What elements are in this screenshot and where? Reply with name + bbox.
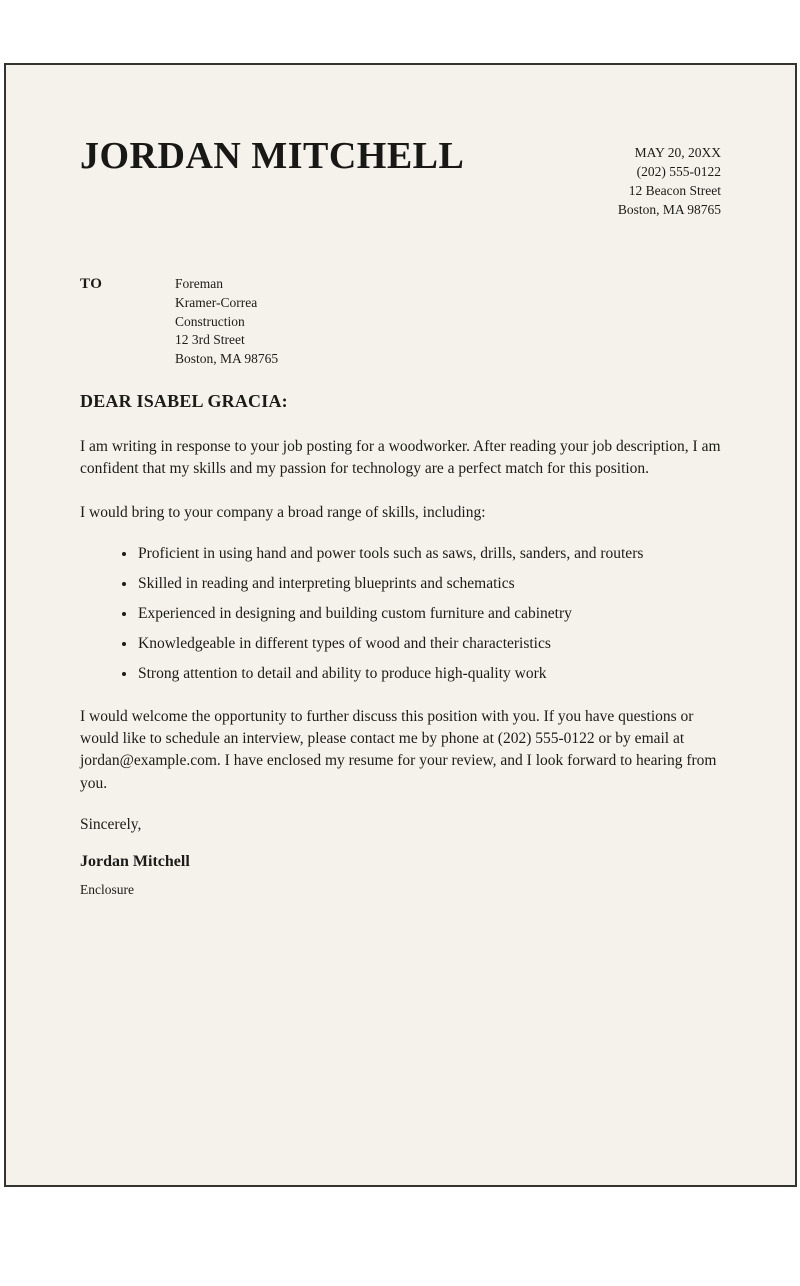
sender-city: Boston, MA 98765 <box>617 202 721 217</box>
recipient-line: Kramer-Correa <box>175 294 258 310</box>
salutation: DEAR ISABEL GRACIA: <box>80 390 288 411</box>
recipient-label: TO <box>80 276 103 292</box>
recipient-address <box>175 275 278 369</box>
skills-list <box>80 543 721 685</box>
letter-header <box>80 135 721 219</box>
sender-contact-block <box>618 143 721 219</box>
letter-page <box>4 63 797 1187</box>
skill-item: • Experienced in designing and building custom furniture and cabinetry <box>137 603 721 625</box>
skill-item: • Proficient in using hand and power tools such as saws, drills, sanders, and routers <box>137 543 721 565</box>
skill-item: • Skilled in reading and interpreting blueprints and schematics <box>137 573 721 595</box>
recipient-line: Construction <box>175 313 245 329</box>
body-paragraph-1: I am writing in response to your job posting for a woodworker. After reading your job description, I am confident that my skills and my passion for technology are a perfect match for this position. <box>80 437 721 478</box>
skill-item: • Strong attention to detail and ability to produce high-quality work <box>137 663 721 685</box>
sender-phone: (202) 555-0122 <box>636 164 721 179</box>
skill-item: • Knowledgeable in different types of wood and their characteristics <box>137 633 721 655</box>
body-paragraph-2: I would bring to your company a broad range of skills, including: <box>80 503 486 521</box>
enclosure-note: Enclosure <box>80 882 134 898</box>
letter-date: MAY 20, 20XX <box>634 145 721 160</box>
sender-name: JORDAN MITCHELL <box>80 135 465 177</box>
valediction: Sincerely, <box>80 816 142 834</box>
sender-street: 12 Beacon Street <box>628 183 721 198</box>
signature-name: Jordan Mitchell <box>80 853 190 871</box>
recipient-block <box>80 275 721 369</box>
recipient-line: Foreman <box>175 276 223 291</box>
body-paragraph-3: I would welcome the opportunity to further discuss this position with you. If you have questions or would like to schedule an interview, please contact me by phone at (202) 555-0122 or by email at jordan@example.com. I have enclosed my resume for your review, and I look forward to hearing from you. <box>80 707 717 792</box>
recipient-line: 12 3rd Street <box>175 332 245 348</box>
recipient-line: Boston, MA 98765 <box>175 351 279 367</box>
